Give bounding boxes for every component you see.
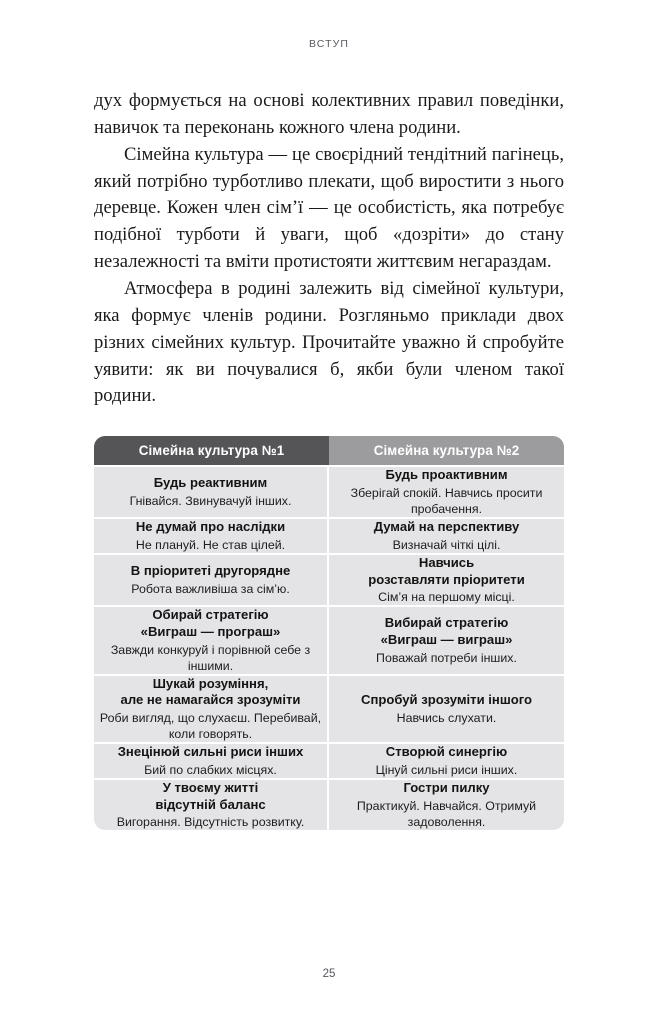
table-cell-left xyxy=(94,465,329,517)
paragraph: дух формується на основі колективних правил поведінки, навичок та переконань кожного члена родини. xyxy=(94,90,564,138)
table-cell-left xyxy=(94,742,329,778)
cell-title: Створюй синергію xyxy=(385,744,508,760)
cell-description: Поважай потреби інших. xyxy=(376,650,517,665)
running-head: ВСТУП xyxy=(308,38,350,50)
cell-description: Робота важливіша за сім’ю. xyxy=(131,581,290,596)
cell-title: Не думай про наслідки xyxy=(135,519,286,535)
paragraph: Атмосфера в родині залежить від сімейної культури, яка формує членів родини. Розгляньмо приклади двох різних сімейних культур. Прочитайте уважно й спробуйте уявити: як ви почувалися б, якби були членом такої родини. xyxy=(94,278,564,407)
table-cell-right xyxy=(329,605,564,674)
cell-title: Обирай стратегію «Виграш — програш» xyxy=(140,607,281,639)
cell-description: Навчись слухати. xyxy=(396,710,497,725)
cell-description: Цінуй сильні риси інших. xyxy=(375,762,518,777)
cell-description: Визначай чіткі цілі. xyxy=(392,537,501,552)
table-body xyxy=(94,465,564,830)
table-header-row xyxy=(94,436,564,465)
table-cell-right xyxy=(329,742,564,778)
column-header-culture-1: Сімейна культура №1 xyxy=(94,436,329,465)
table-cell-left xyxy=(94,778,329,830)
page-number: 25 xyxy=(322,968,336,980)
column-header-culture-2: Сімейна культура №2 xyxy=(329,436,564,465)
table-cell-right xyxy=(329,674,564,743)
table-cell-right xyxy=(329,553,564,605)
table-row xyxy=(94,605,564,674)
body-text-block xyxy=(94,50,564,410)
table-row xyxy=(94,674,564,743)
table-row xyxy=(94,553,564,605)
cell-description: Не плануй. Не став цілей. xyxy=(135,537,286,552)
cell-description: Вигорання. Відсутність розвитку. xyxy=(116,815,305,830)
cell-title: Будь реактивним xyxy=(153,475,268,491)
table-row xyxy=(94,778,564,830)
comparison-table xyxy=(94,436,564,830)
cell-description: Завжди конкуруй і порівнюй себе з іншими. xyxy=(110,642,311,673)
cell-title: Думай на перспективу xyxy=(373,519,520,535)
table-cell-right xyxy=(329,517,564,553)
table-row xyxy=(94,742,564,778)
cell-title: Гостри пилку xyxy=(403,780,490,796)
table-row xyxy=(94,517,564,553)
table-cell-right xyxy=(329,465,564,517)
cell-description: Бий по слабких місцях. xyxy=(144,762,277,777)
table-cell-left xyxy=(94,553,329,605)
cell-description: Роби вигляд, що слухаєш. Перебивай, коли говорять. xyxy=(99,711,322,742)
cell-title: В пріоритеті другорядне xyxy=(130,563,291,579)
table-cell-left xyxy=(94,517,329,553)
cell-title: Спробуй зрозуміти іншого xyxy=(360,692,533,708)
table-head xyxy=(94,436,564,465)
cell-title: Шукай розуміння, але не намагайся зрозуміти xyxy=(120,675,301,708)
table-cell-left xyxy=(94,605,329,674)
cell-description: Практикуй. Навчайся. Отримуй задоволення. xyxy=(356,798,537,830)
cell-title: У твоєму житті відсутній баланс xyxy=(155,780,266,812)
cell-title: Будь проактивним xyxy=(385,467,508,483)
table-row xyxy=(94,465,564,517)
cell-title: Навчись розставляти пріоритети xyxy=(368,554,525,587)
paragraph: Сімейна культура — це своєрідний тендітний пагінець, який потрібно турботливо плекати, щоб виростити з нього деревце. Кожен член сім’ї — це особистість, яка потребує подібної турботи й уваги, щоб «дозріти» до стану незалежності та вміти протистояти життєвим негараздам. xyxy=(94,143,564,273)
cell-title: Знецінюй сильні риси інших xyxy=(117,744,304,760)
cell-description: Зберігай спокій. Навчись просити пробачення. xyxy=(350,485,543,517)
table-cell-left xyxy=(94,674,329,743)
cell-description: Сім’я на першому місці. xyxy=(378,590,515,605)
table-cell-right xyxy=(329,778,564,830)
cell-title: Вибирай стратегію «Виграш — виграш» xyxy=(380,615,513,647)
family-culture-comparison xyxy=(94,436,564,830)
cell-description: Гнівайся. Звинувачуй інших. xyxy=(129,494,292,508)
